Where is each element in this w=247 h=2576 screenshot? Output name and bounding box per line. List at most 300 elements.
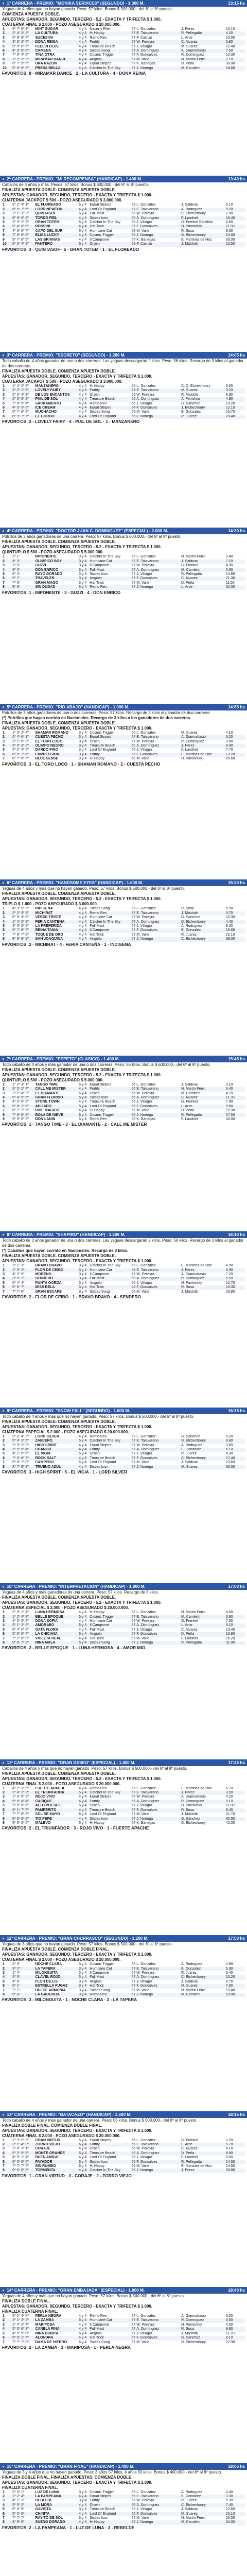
entry-trainer: G. Frenkel (181, 2138, 198, 2142)
entry-row (2, 2151, 245, 2156)
entry-jockey: E. Talaverano (136, 388, 181, 393)
entry-horse: EL TRIUNFADOR (34, 1791, 78, 1795)
entry-trainer: R. Sosa (181, 1285, 225, 1290)
entry-horse: CHANGO (34, 1448, 78, 1452)
entry-age: 4 y 4 (78, 216, 89, 221)
entry-number: 3 (3, 1619, 5, 1623)
entry-horse: ALTO VOLTAJE (35, 1804, 62, 1808)
entry-horse: INDIGENA (35, 907, 53, 911)
favorite-entry: 2 - LA TAPERA (107, 1997, 137, 2003)
entry-odds: 9.20 (225, 208, 245, 212)
entry-odds: 4.10 (225, 731, 233, 735)
favorites-label: FAVORITOS: (2, 1825, 29, 1831)
entry-jockey: J. Villagra (136, 2156, 152, 2160)
entry-last-results: 6º 7º 8º 8º (12, 410, 29, 414)
condition-line: APUESTAS: GANADOR, SEGUNDO, TERCERO - EXACTA Y TRIFECTA $ 1.000. (2, 1952, 152, 1957)
entry-trainer: A. Giannattasio (181, 2314, 206, 2318)
entry-trainer: C. Alvarez (181, 2147, 198, 2151)
entry-jockey: W. Pereyra (136, 1619, 154, 1623)
entry-sire: Hi Happy (89, 31, 123, 36)
entry-trainer: F. Landriel (181, 1117, 198, 1122)
entry-odds: 18.60 (225, 66, 245, 71)
favorites-line (0, 1294, 247, 1300)
entry-weight: 57 (123, 2336, 136, 2340)
entry-horse: TRUENO AZUL (34, 1465, 78, 1469)
entry-last-results: 8º 9º 7º 7º (12, 415, 34, 419)
entry-sire: Hurricane Cat (89, 560, 123, 564)
entry-trainer: D. Peña (181, 1632, 225, 1636)
entry-row (2, 924, 245, 928)
entry-row (2, 1980, 245, 1984)
favorite-entry: 2 - LA PAMPEANA (29, 2524, 66, 2530)
entry-age: 5 y 4 (79, 1804, 87, 1808)
entry-sire: Full Mast (90, 212, 104, 216)
entry-number: 1 (3, 1611, 5, 1615)
entry-age: 3 y 4 (78, 568, 89, 572)
entry-weight: 57 (123, 1993, 136, 1997)
favorites-separator: · (68, 1294, 73, 1300)
entry-trainer: E. Martinez de Hoz (181, 2164, 212, 2168)
entry-weight: 56 (131, 1281, 136, 1285)
entry-jockey: A. Dominguez (136, 216, 181, 221)
entry-sire: Il Campione (90, 238, 109, 242)
entry-sire: Remo Rex (90, 1117, 107, 1122)
entry-weight: 55 (123, 2495, 136, 2499)
entry-sire: Catcher In The Sky (89, 920, 123, 924)
entry-last-results: 6º 5º 6º 6º (12, 2160, 34, 2164)
entry-last-results: 2º 3º 1º (12, 2490, 25, 2494)
entry-odds: 7.30 (225, 1619, 233, 1623)
entry-horse: SIN RUMBO (35, 2164, 56, 2168)
entry-last-results: 3º 2º (12, 568, 34, 572)
entry-row (2, 916, 245, 920)
entry-age: 4 y 4 (78, 2495, 89, 2499)
entry-jockey: F. Goncalves (136, 2512, 181, 2516)
entry-number: 7 (3, 1290, 5, 1294)
entry-trainer: A. Giannattasio (181, 1273, 206, 1277)
favorites-label: FAVORITOS: (2, 246, 29, 252)
entry-jockey: J. Villagra (136, 1100, 152, 1104)
entry-jockey: M. Valle (136, 757, 150, 761)
entry-age: 3 y 4 (79, 2499, 87, 2503)
entry-last-results: 5º 7º 6º 3º (12, 27, 29, 31)
entry-jockey: E. Talaverano (136, 208, 181, 212)
entry-row (2, 406, 245, 410)
entry-number: 3 (3, 1443, 5, 1447)
entry-horse: LA CHICANA (34, 1632, 78, 1636)
entry-trainer: H. Pavlovsky (181, 1804, 202, 1808)
entry-horse: BELLE EPOQUE (34, 1615, 78, 1619)
entry-trainer: M. Camiletti (181, 66, 225, 71)
entry-jockey: A. Dominguez (136, 1800, 181, 1804)
entry-jockey: E. Talaverano (136, 1268, 181, 1273)
entry-horse: ALONDRA (34, 2336, 78, 2340)
horse-icon: ● (2, 704, 5, 709)
entry-horse: AMOR MIO (34, 1623, 78, 1628)
entry-sire: Orpen (90, 1091, 100, 1095)
condition-line: APUESTAS: GANADOR, SEGUNDO, TERCERO - 5.2 - EXACTA Y TRIFECTA $ 1.000. (2, 1600, 162, 1605)
entry-jockey: W. Pereyra (136, 212, 154, 216)
favorite-entry: 1 - EL FLOREADO (102, 246, 139, 252)
entry-trainer: D. Etchechoury (181, 920, 225, 924)
condition-line: CUATERNA FINAL $ 2.000 - POZO ASEGURADO $ 20.000.000. (2, 1957, 121, 1962)
entry-sire: Catcher In The Sky (89, 66, 123, 71)
entry-trainer: M. Suarez (181, 44, 198, 48)
entry-jockey: J. Noriega (136, 233, 181, 238)
entry-number: 8 (2, 415, 12, 419)
entry-weight: 57 (131, 2331, 136, 2335)
entry-age: 4 y 4 (78, 49, 89, 53)
entry-horse: MONTE GRANDE (34, 2151, 78, 2156)
entry-odds: 9.60 (225, 1105, 245, 1109)
favorite-entry: 1 - MANZANERO (105, 419, 140, 425)
entry-trainer: A. Giannattasio (181, 49, 225, 53)
race-header (0, 1583, 247, 1590)
favorite-entry: 3 - EL DIAMANTE (65, 1122, 101, 1127)
entry-sire: Fortify (90, 2499, 100, 2503)
entry-last-results: 6º 4º 5º 5º (12, 1096, 34, 1100)
entry-row (2, 1105, 245, 1109)
entry-horse: ROCK SALT (34, 1456, 78, 1461)
entry-last-results: 4º 1º 3º (12, 2499, 25, 2503)
entry-age: 6 y 4 (79, 221, 87, 225)
entry-weight: 57 (123, 1632, 136, 1636)
entry-age: 4 y 4 (79, 2147, 87, 2151)
entry-trainer: E. Gonzalez (181, 928, 225, 933)
entry-weight: 57 (131, 907, 136, 911)
entry-jockey: A. Dominguez (136, 1623, 181, 1628)
entry-jockey: J. Noriega (136, 66, 181, 71)
entry-sire: Angiolo (90, 1281, 102, 1285)
entry-weight: 57 (131, 555, 136, 559)
race-block (0, 2463, 247, 2576)
entry-trainer: E. Martinez de Hoz (181, 1786, 212, 1790)
entry-last-results: 3º 6º 6º 6º (12, 1804, 29, 1808)
entry-last-results: 4º 3º 5º 2º (12, 907, 29, 911)
entry-sire: Angiolo (89, 577, 123, 581)
entry-trainer: R. Dominguez (181, 1277, 225, 1281)
entry-horse: BLUE SENSE (35, 757, 59, 761)
entry-weight: 57 (131, 916, 136, 920)
entry-odds: 12.70 (225, 1281, 235, 1285)
entry-trainer: R. Pellegatta (181, 1641, 225, 1645)
entry-weight: 56 (123, 1113, 136, 1117)
entry-jockey: J. Villagra (136, 221, 152, 225)
entry-sire: Equal Stripes (90, 1795, 111, 1799)
entry-sire: Lord Of England (89, 2512, 123, 2516)
entry-number: 10 (2, 242, 12, 246)
horse-icon: ● (2, 2464, 5, 2469)
entry-jockey: J. Noriega (136, 2520, 181, 2524)
race-conditions (0, 710, 247, 731)
horse-icon: ● (2, 529, 5, 534)
entry-weight: 57 (131, 1962, 136, 1967)
favorite-entry: 3 - GUZZI (64, 589, 83, 595)
entry-row (2, 1808, 245, 1812)
entry-odds: 20.60 (225, 1461, 235, 1465)
entry-sire: Cosmic Trigger (90, 731, 114, 735)
condition-line: FINALIZA APUESTA DOBLE. COMIENZA APUESTA DOBLE. (2, 1419, 116, 1424)
condition-line: FINALIZA CUATERNA FINAL. (2, 2309, 58, 2314)
entry-trainer: A. Giannattasio (181, 735, 225, 739)
entry-number: 6 (2, 928, 12, 933)
entry-age: 3 y 4 (78, 735, 89, 739)
entry-sire: Treasure Beach (89, 1456, 123, 1461)
race-block (0, 176, 247, 351)
entry-last-results: 8º 7º 7º 7º (12, 1109, 29, 1113)
race-block (0, 704, 247, 879)
entry-number: 6 (2, 1632, 12, 1636)
entry-sire: Fortify (89, 388, 123, 393)
horse-icon: ● (2, 1584, 5, 1589)
favorite-entry: 1 - LUZ DE LUNA (69, 2524, 104, 2530)
entry-last-results: 4º 3º 5º 6º (12, 49, 34, 53)
entry-trainer: J. Perez (181, 2168, 225, 2173)
entry-row (2, 1611, 245, 1615)
entry-trainer: D. Etchechoury (181, 233, 225, 238)
entry-horse: LUNA HERMOSA (35, 1611, 65, 1615)
entry-weight: 57 (123, 2327, 136, 2331)
entry-last-results: 2º 1º 4º 2º (12, 1091, 29, 1095)
favorite-entry: 1 - FUERTE APACHE (107, 1825, 149, 1831)
entry-number: 8 (2, 1113, 12, 1117)
favorites-separator: · (100, 1122, 104, 1127)
entry-trainer: A. Rodriguez (181, 924, 202, 928)
condition-line: CUATERNA FINAL $ 2.000 - POZO ASEGURADO $ 20.000.000. (2, 22, 121, 27)
entry-jockey: J. Noriega (136, 415, 181, 419)
entry-weight: 58 (131, 229, 136, 233)
entry-number: 2 (2, 911, 12, 916)
entry-odds: 4.80 (225, 1962, 233, 1967)
entry-trainer: L. Arce (181, 585, 225, 589)
entry-horse: MIRAMAR DANCE (34, 58, 78, 62)
entry-row (2, 402, 245, 406)
entries-table (2, 27, 245, 71)
entry-row (2, 2332, 245, 2336)
entry-number: 8 (2, 58, 12, 62)
entry-row (2, 1268, 245, 1273)
entry-jockey: J. Villagra (136, 924, 152, 928)
favorite-entry: 1 - NOCHE CLARA (65, 1997, 103, 2003)
entry-number: 1 (3, 2138, 5, 2142)
entry-number: 1 (3, 27, 5, 31)
entry-last-results: 5º 6º 7º (12, 1285, 34, 1290)
entry-age: 4 y 4 (79, 907, 87, 911)
entry-sire: Hi Happy (90, 1611, 105, 1615)
entry-last-results: 3º 2º 4º 2º (12, 1434, 29, 1438)
entry-jockey: M. Valle (136, 1988, 150, 1992)
entry-last-results: 4º 2º 5º (12, 1273, 25, 1277)
entry-number: 2 (2, 1967, 12, 1971)
entry-horse: LOVELY FAIRY (34, 388, 78, 393)
entry-last-results: 7º 6º 4º 8º (12, 53, 29, 57)
entry-weight: 57 (131, 1611, 136, 1615)
entry-jockey: F. Goncalves (136, 2336, 181, 2340)
entry-last-results: 7º 7º 8º 8º (12, 1636, 29, 1640)
entry-jockey: J. Villagra (136, 572, 152, 577)
entry-weight: 55 (123, 2512, 136, 2516)
entry-row (2, 388, 245, 393)
entry-age: 4 y 4 (79, 1434, 87, 1438)
entry-horse: DONA REINA (34, 40, 78, 44)
entry-row (2, 212, 245, 216)
entry-trainer: N. Martin Ferro (181, 2516, 206, 2520)
entry-horse: CAPO DEL SUR (35, 229, 63, 233)
entry-last-results: 6º 0º 4º 3º (12, 242, 34, 246)
entry-number: 5 (3, 1281, 5, 1285)
entry-odds: 3.80 (225, 739, 233, 743)
entry-odds: 3.60 (225, 2318, 245, 2323)
entry-weight: 57 (123, 208, 136, 212)
entry-weight: 57 (123, 1641, 136, 1645)
entries-table (2, 2139, 245, 2173)
condition-line: (*) Caballos que hayan corrido en Nacionales. Recargo de 3 kilos. (2, 1248, 129, 1253)
entry-age: 3 y 4 (78, 1277, 89, 1281)
favorites-label: FAVORITOS: (2, 1122, 29, 1127)
entry-jockey: E. Talaverano (136, 1439, 181, 1443)
favorite-entry: 4 - AMOR MIO (117, 1645, 146, 1651)
favorites-line (0, 1122, 247, 1127)
entry-age: 4 y 4 (79, 924, 87, 928)
entry-number: 3 (3, 739, 5, 743)
condition-line: APUESTAS: GANADOR, SEGUNDO, TERCERO - 5.2 - EXACTA Y TRIFECTA $ 1.000. (2, 1776, 162, 1781)
entry-jockey: E. Talaverano (136, 2495, 181, 2499)
entry-horse: DULCE ARMONIA (35, 1988, 66, 1992)
entry-row (2, 49, 245, 53)
entry-last-results: 5º 7º 8º 7º (12, 928, 34, 933)
entry-weight: 57 (131, 1804, 136, 1808)
entry-horse: FLOR DE LIS (35, 1979, 58, 1984)
race-time: 16:10 hs (228, 1232, 245, 1238)
entry-weight: 57 (131, 1812, 136, 1817)
entry-trainer: G. Frenkel (181, 564, 198, 568)
entry-weight: 57 (131, 36, 136, 40)
entry-odds: 20.30 (225, 2516, 235, 2520)
favorites-separator: · (64, 2173, 69, 2178)
favorites-separator: · (92, 2173, 97, 2178)
entry-age: 4 y 4 (78, 2520, 89, 2524)
entry-horse: SIN DUDAS (34, 585, 78, 589)
entry-row (2, 1993, 245, 1997)
entry-odds: 7.70 (225, 748, 233, 752)
entry-row (2, 397, 245, 401)
entry-horse: EL FLOREADO (35, 203, 61, 207)
entry-row (2, 585, 245, 589)
entry-trainer: H. Pavlovsky (181, 757, 202, 761)
entry-trainer: N. Martin Ferro (181, 58, 225, 62)
favorites-separator: · (61, 1997, 66, 2003)
entry-horse: GUZZI (35, 564, 46, 568)
entry-row (2, 1628, 245, 1632)
entry-age: 4 y 4 (79, 36, 87, 40)
entry-age: 4 y 4 (79, 1100, 87, 1104)
entry-row (2, 62, 245, 66)
entry-number: 7 (3, 1636, 5, 1640)
entry-trainer: M. Suarez (181, 1465, 225, 1469)
entry-weight: 57 (123, 225, 136, 229)
entry-jockey: W. Pereyra (136, 2147, 154, 2151)
entry-trainer: R. Sosa (181, 1808, 225, 1812)
entry-weight: 54 (123, 1285, 136, 1290)
entry-horse: DOÑA SOFIA (35, 1619, 58, 1623)
entry-trainer: L. Arce (181, 1623, 225, 1628)
entry-sire: Cosmic Trigger (90, 2490, 114, 2494)
entry-jockey: W. Pereyra (136, 1443, 154, 1447)
entry-age: 4 y 4 (79, 238, 87, 242)
entry-jockey: E. Talaverano (136, 31, 181, 36)
favorite-entry: 3 - REBELDE (108, 2524, 135, 2530)
entry-trainer: R. Maldotti (181, 393, 199, 397)
entry-number: 1 (3, 1786, 5, 1790)
entry-row (2, 2512, 245, 2516)
entry-row (2, 208, 245, 212)
entry-jockey: K. Banegas (136, 238, 155, 242)
entry-number: 8 (2, 937, 12, 941)
entry-age: 3 y 4 (79, 555, 87, 559)
entry-sire: Full Mast (90, 1628, 104, 1632)
entry-number: 6 (2, 2160, 12, 2164)
entry-trainer: N. Martin Ferro (181, 555, 206, 559)
favorites-separator: · (116, 761, 121, 767)
entry-odds: 22.90 (225, 2340, 235, 2344)
entry-last-results: 2º 3º (12, 1962, 20, 1967)
entry-sire: Il Campione (89, 928, 123, 933)
entry-age: 5 y 4 (79, 1117, 87, 1122)
entry-age: 3 y 4 (78, 1285, 89, 1290)
entry-sire: Orpen (89, 242, 123, 246)
entry-number: 6 (2, 1456, 12, 1461)
favorites-separator: · (67, 761, 72, 767)
race-conditions (0, 7, 247, 27)
entry-row (2, 744, 245, 748)
entry-trainer: J. Etchechoury (181, 406, 225, 410)
entry-age: 5 y 4 (79, 1082, 87, 1087)
entry-number: 1 (3, 1962, 5, 1967)
entry-age: 4 y 4 (78, 66, 89, 71)
race-block (0, 528, 247, 703)
entry-horse: ROJO VIVO (35, 1795, 55, 1799)
entry-age: 3 y 4 (78, 585, 89, 589)
entry-sire: Hi Happy (90, 757, 105, 761)
entry-weight: 57 (123, 1967, 136, 1971)
entry-last-results: 8º 8º 7º 9º (12, 1641, 34, 1645)
entry-horse: STONE TOWN (35, 1100, 60, 1104)
entry-last-results: 1º 2º 4º (12, 2495, 34, 2499)
entry-horse: NIÑA MALA (34, 1641, 78, 1645)
entry-number: 2 (2, 208, 12, 212)
entry-weight: 57 (131, 53, 136, 57)
favorites-separator: · (100, 941, 104, 947)
entry-weight: 57 (123, 577, 136, 581)
entry-weight: 57 (131, 739, 136, 743)
entry-weight: 57 (123, 40, 136, 44)
entry-weight: 57 (123, 1984, 136, 1988)
entry-sire: Il Campione (89, 1623, 123, 1628)
entry-row (2, 2327, 245, 2331)
entry-sire: Hat Trick (90, 933, 104, 937)
entry-row (2, 1461, 245, 1465)
entry-odds: 30.80 (225, 2168, 245, 2173)
entry-sire: Treasure Beach (89, 397, 123, 401)
entry-age: 6 y 4 (79, 1091, 87, 1095)
entry-odds: 11.20 (225, 2331, 235, 2335)
entry-horse: CUESTA PECHO (34, 735, 78, 739)
entry-age: 4 y 4 (78, 58, 89, 62)
entry-last-results: 6º 6º 1º 7º (12, 2336, 34, 2340)
entry-age: 4 y 4 (78, 225, 89, 229)
favorites-separator: · (83, 589, 87, 595)
entry-weight: 57 (131, 572, 136, 577)
